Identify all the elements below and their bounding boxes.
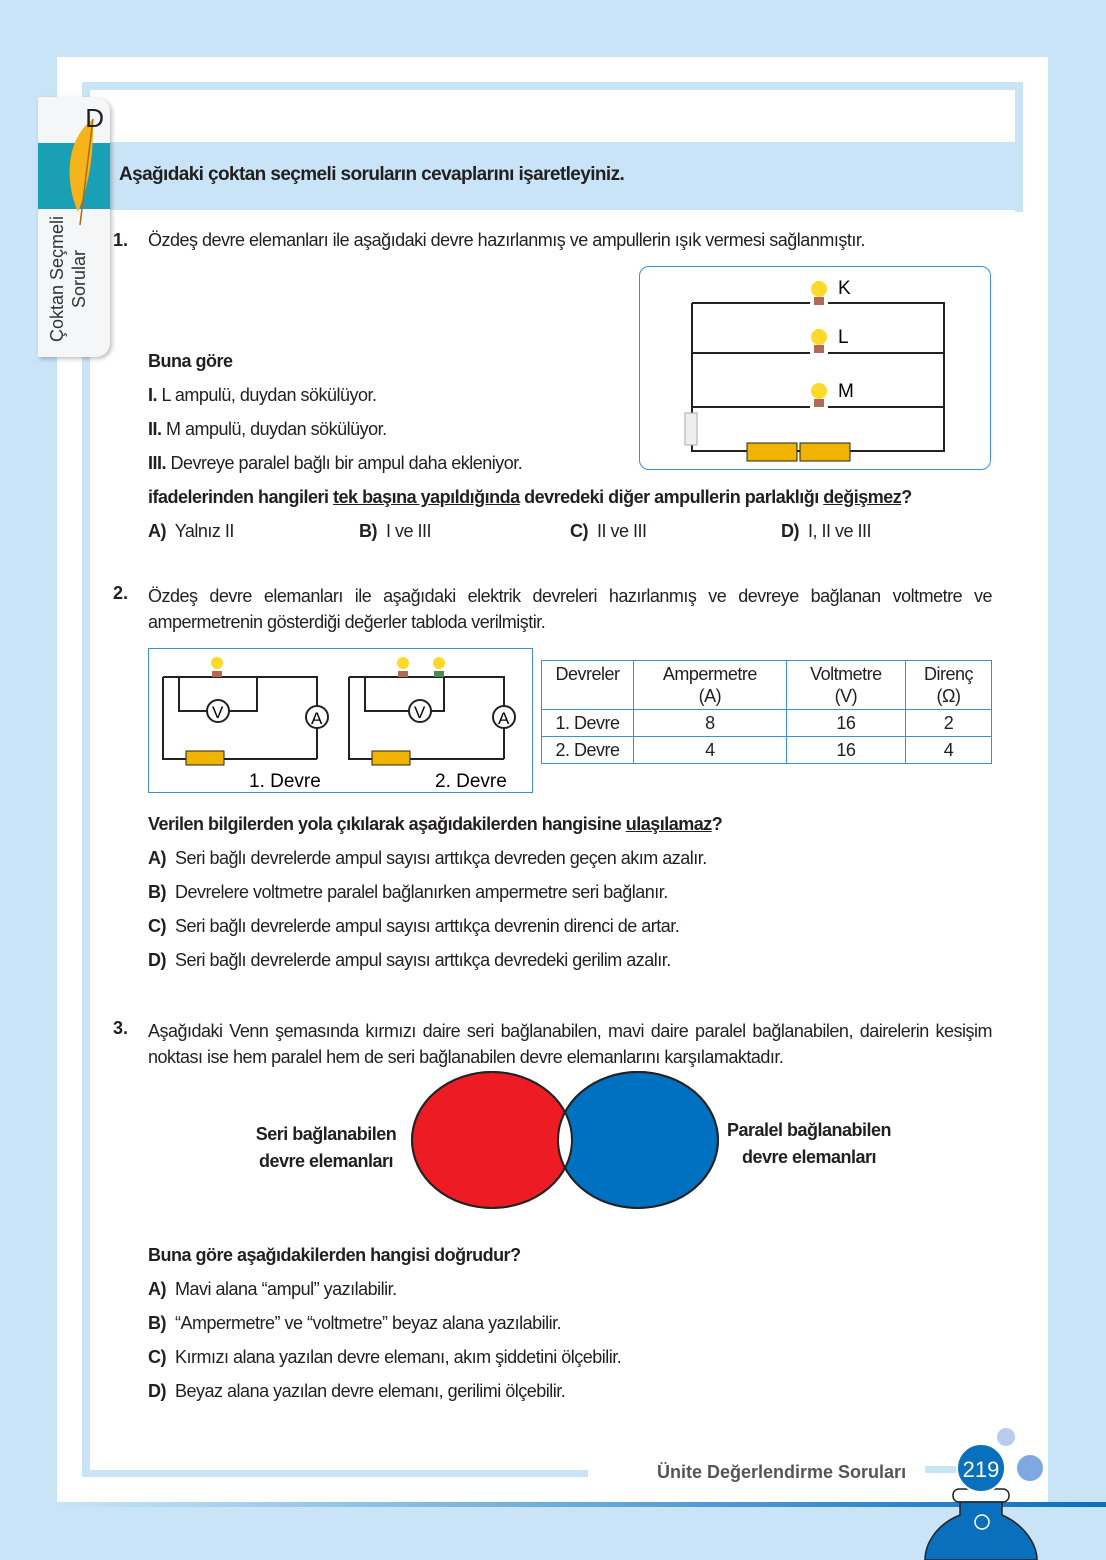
option-text: Mavi alana “ampul” yazılabilir. (175, 1279, 397, 1299)
q1-circuit-diagram (640, 267, 992, 471)
header-cell: Devreler (542, 661, 634, 710)
option-key: D) (148, 950, 166, 970)
header-cell: Direnç (Ω) (906, 661, 992, 710)
frame-bottom (82, 1470, 588, 1477)
q3-number: 3. (113, 1018, 129, 1038)
instruction-text: Aşağıdaki çoktan seçmeli soruların cevaplarını işaretleyiniz. (119, 164, 625, 185)
q-text: devredeki diğer ampullerin parlaklığı (519, 487, 824, 507)
q1-question (148, 487, 912, 508)
cell: 4 (906, 737, 992, 764)
battery-icon (186, 751, 224, 765)
option-text: I ve III (386, 521, 432, 541)
section-tab (38, 97, 110, 357)
footer-title: Ünite Değerlendirme Soruları (657, 1462, 907, 1482)
cell: 2. Devre (542, 737, 634, 764)
option-key: A) (148, 521, 166, 541)
table-row (542, 737, 992, 764)
cell: 1. Devre (542, 710, 634, 737)
q1-item-3 (148, 453, 522, 474)
item-text: M ampulü, duydan sökülüyor. (166, 419, 387, 439)
switch-icon (685, 413, 697, 445)
meter-label: V (212, 703, 224, 722)
option-text: “Ampermetre” ve “voltmetre” beyaz alana yazılabilir. (175, 1313, 562, 1333)
item-numeral: III. (148, 453, 167, 473)
q-underline: tek başına yapıldığında (333, 487, 520, 507)
venn-right-label: Paralel bağlanabilen devre elemanları (726, 1120, 892, 1167)
q-text: ifadelerinden hangileri (148, 487, 334, 507)
q1-lead: Buna göre (148, 351, 233, 371)
q-text: Verilen bilgilerden yola çıkılarak aşağıdakilerden hangisine (148, 814, 626, 834)
option-key: B) (359, 521, 377, 541)
q2-option-d[interactable] (148, 950, 671, 971)
battery-icon (372, 751, 410, 765)
item-text: L ampulü, duydan sökülüyor. (161, 385, 377, 405)
header-cell: Voltmetre (V) (786, 661, 905, 710)
cell: 4 (634, 737, 787, 764)
bulb-label-k: K (838, 278, 851, 299)
q2-question (148, 814, 722, 835)
q1-option-c[interactable] (570, 521, 647, 542)
option-key: B) (148, 882, 166, 902)
option-key: B) (148, 1313, 166, 1333)
bulb-label-l: L (838, 327, 849, 348)
q2-number: 2. (113, 583, 129, 603)
q1-number: 1. (113, 230, 129, 250)
tab-label-line1: Çoktan Seçmeli (47, 215, 67, 343)
meter-label: A (498, 709, 510, 728)
option-text: II ve III (597, 521, 647, 541)
q3-question: Buna göre aşağıdakilerden hangisi doğrudur? (148, 1245, 521, 1265)
q2-circuits-box (148, 648, 533, 793)
tab-label-line2: Sorular (69, 249, 89, 309)
q3-option-b[interactable] (148, 1313, 561, 1334)
tab-letter: D (85, 103, 104, 133)
page-number: 219 (956, 1443, 1006, 1493)
option-key: A) (148, 848, 166, 868)
option-key: D) (148, 1381, 166, 1401)
item-numeral: II. (148, 419, 162, 439)
circuit-label-1: 1. Devre (249, 771, 321, 792)
q3-option-a[interactable] (148, 1279, 397, 1300)
q3-option-d[interactable] (148, 1381, 565, 1402)
table-row (542, 710, 992, 737)
option-text: Seri bağlı devrelerde ampul sayısı arttıkça devredeki gerilim azalır. (175, 950, 671, 970)
bulb-label-m: M (838, 381, 854, 402)
meter-label: A (311, 709, 323, 728)
bulb-icon (811, 329, 827, 353)
table-header-row (542, 661, 992, 710)
q-underline: değişmez (823, 487, 902, 507)
option-key: C) (570, 521, 588, 541)
q1-circuit-box (639, 266, 991, 470)
option-key: C) (148, 916, 166, 936)
meter-label: V (414, 703, 426, 722)
bulb-icon (811, 383, 827, 407)
cell: 16 (786, 737, 905, 764)
q1-item-2 (148, 419, 387, 440)
item-numeral: I. (148, 385, 158, 405)
q1-option-b[interactable] (359, 521, 431, 542)
q2-circuit-diagrams (149, 649, 534, 794)
q-text: ? (711, 814, 723, 834)
venn-diagram (400, 1068, 730, 1214)
q1-option-a[interactable] (148, 521, 234, 542)
cell: 2 (906, 710, 992, 737)
option-text: Devrelere voltmetre paralel bağlanırken ampermetre seri bağlanır. (175, 882, 668, 902)
q3-option-c[interactable] (148, 1347, 621, 1368)
q-underline: ulaşılamaz (625, 814, 712, 834)
option-key: C) (148, 1347, 166, 1367)
frame-right (1015, 82, 1023, 212)
frame-top (82, 82, 1022, 90)
option-text: Kırmızı alana yazılan devre elemanı, akım şiddetini ölçebilir. (175, 1347, 622, 1367)
q2-data-table (541, 660, 992, 764)
header-cell: Ampermetre (A) (634, 661, 787, 710)
option-key: A) (148, 1279, 166, 1299)
q3-stem: Aşağıdaki Venn şemasında kırmızı daire seri bağlanabilen, mavi daire paralel bağlanabilen, dairelerin kesişim noktası ise hem paralel hem de seri bağlanabilen devre elemanlarını karşılamaktadır. (148, 1021, 992, 1067)
bulb-icon (211, 657, 223, 677)
bulb-icon (397, 657, 409, 677)
item-text: Devreye paralel bağlı bir ampul daha ekleniyor. (170, 453, 523, 473)
bulb-icon (811, 281, 827, 305)
option-text: Seri bağlı devrelerde ampul sayısı arttıkça devrenin direnci de artar. (175, 916, 680, 936)
option-key: D) (781, 521, 799, 541)
option-text: Beyaz alana yazılan devre elemanı, gerilimi ölçebilir. (175, 1381, 566, 1401)
q2-option-c[interactable] (148, 916, 679, 937)
q2-stem: Özdeş devre elemanları ile aşağıdaki elektrik devreleri hazırlanmış ve devreye bağlanan voltmetre ve ampermetrenin gösterdiği değerler tabloda verilmiştir. (148, 586, 992, 632)
bulb-icon (433, 657, 445, 677)
q1-option-d[interactable] (781, 521, 871, 542)
q2-option-b[interactable] (148, 882, 668, 903)
circuit-label-2: 2. Devre (435, 771, 507, 792)
q-text: ? (901, 487, 912, 507)
q2-option-a[interactable] (148, 848, 707, 869)
tab-label (46, 209, 90, 349)
option-text: Yalnız II (174, 521, 234, 541)
venn-left-label: Seri bağlanabilen devre elemanları (255, 1124, 397, 1171)
option-text: Seri bağlı devrelerde ampul sayısı arttıkça devreden geçen akım azalır. (175, 848, 707, 868)
option-text: I, II ve III (808, 521, 872, 541)
cell: 16 (786, 710, 905, 737)
cell: 8 (634, 710, 787, 737)
q1-item-1 (148, 385, 377, 406)
q1-stem: Özdeş devre elemanları ile aşağıdaki devre hazırlanmış ve ampullerin ışık vermesi sağlanmıştır. (148, 230, 865, 250)
